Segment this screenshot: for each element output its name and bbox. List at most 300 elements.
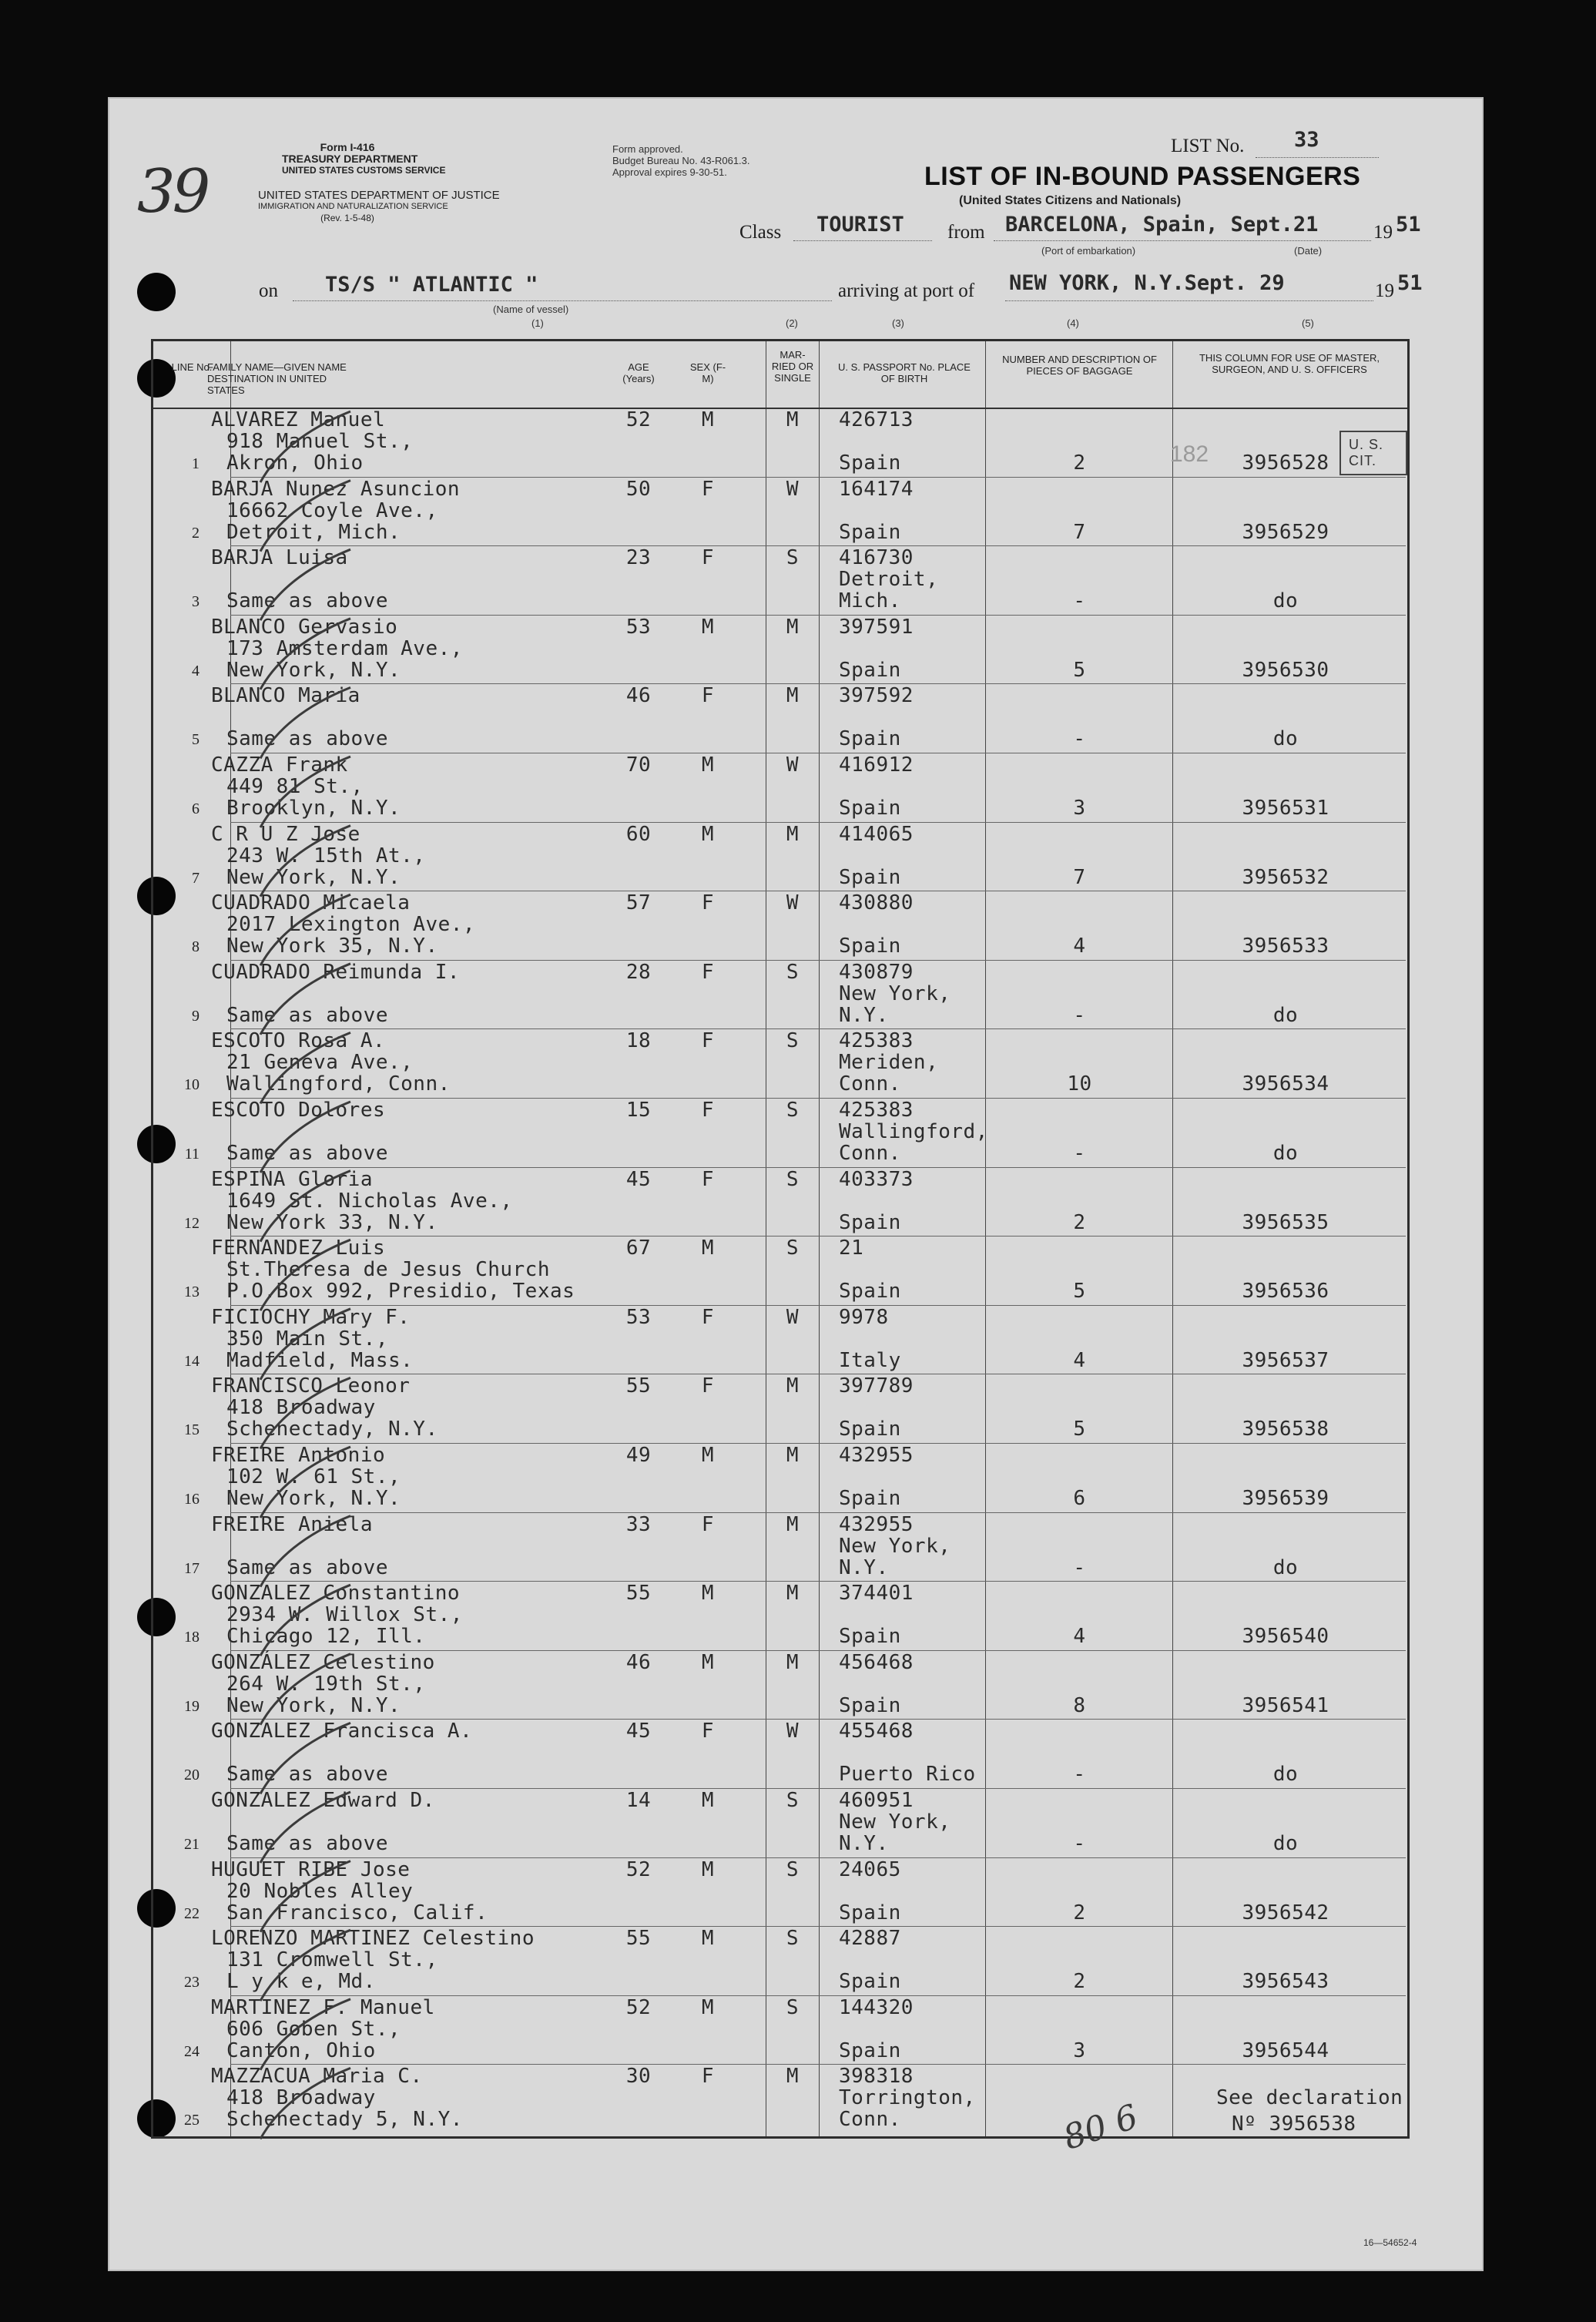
- passport-number: 425383: [839, 1099, 914, 1122]
- birthplace-line: New York,: [839, 1534, 951, 1558]
- line-number: 13: [184, 1283, 200, 1301]
- passenger-city: Same as above: [226, 1763, 388, 1787]
- check-mark: [260, 757, 350, 827]
- passenger-sex: F: [701, 1305, 715, 1329]
- passenger-sex: M: [701, 1236, 715, 1260]
- passenger-sex: F: [701, 1167, 715, 1191]
- officer-number: 3956530: [1242, 658, 1329, 682]
- passenger-name: CUADRADO Micaela: [211, 891, 411, 915]
- year-2-value: 51: [1397, 271, 1423, 295]
- passenger-marital-status: M: [786, 1444, 800, 1467]
- baggage-count: 10: [1067, 1072, 1092, 1096]
- passenger-marital-status: S: [786, 546, 800, 570]
- line-number: 9: [192, 1007, 200, 1025]
- baggage-count: -: [1073, 1003, 1086, 1027]
- passenger-marital-status: M: [786, 1512, 800, 1536]
- passenger-age: 33: [625, 1512, 652, 1536]
- birthplace-line: Wallingford,: [839, 1120, 988, 1143]
- passport-number: 144320: [839, 1995, 914, 2019]
- birthplace: Conn.: [839, 2108, 901, 2132]
- passenger-name: ESPINA Gloria: [211, 1167, 373, 1191]
- line-number: 5: [192, 731, 200, 749]
- passenger-age: 53: [625, 1305, 652, 1329]
- officer-number: 3956536: [1242, 1280, 1329, 1304]
- check-mark: [260, 1516, 350, 1587]
- officer-number: 3956542: [1242, 1901, 1329, 1924]
- document-title: LIST OF IN-BOUND PASSENGERS: [924, 162, 1361, 191]
- passenger-marital-status: M: [786, 1374, 800, 1398]
- passenger-city: Schenectady 5, N.Y.: [226, 2108, 463, 2132]
- birthplace: Spain: [839, 727, 901, 751]
- passenger-marital-status: S: [786, 1995, 800, 2019]
- passenger-address: 606 Goben St.,: [226, 2017, 401, 2041]
- passenger-sex: F: [701, 684, 715, 708]
- line-number: 19: [184, 1697, 200, 1715]
- class-label: Class: [739, 222, 782, 243]
- officer-number: 3956541: [1242, 1693, 1329, 1717]
- passport-number: 374401: [839, 1582, 914, 1606]
- birthplace-line: New York,: [839, 1810, 951, 1834]
- passenger-city: Schenectady, N.Y.: [226, 1418, 438, 1441]
- line-number: 22: [184, 1904, 200, 1922]
- line-number: 24: [184, 2042, 200, 2060]
- birthplace-line: New York,: [839, 981, 951, 1005]
- passenger-sex: M: [701, 408, 715, 431]
- passenger-age: 50: [625, 477, 652, 501]
- passenger-address: 2934 W. Willox St.,: [226, 1603, 463, 1627]
- passenger-age: 67: [625, 1236, 652, 1260]
- birthplace-line: Meriden,: [839, 1051, 939, 1075]
- passenger-name: FERNANDEZ Luis: [211, 1236, 386, 1260]
- class-value: TOURIST: [816, 213, 904, 237]
- col-number-4: (4): [1067, 317, 1079, 329]
- passport-number: 460951: [839, 1789, 914, 1812]
- passenger-age: 45: [625, 1167, 652, 1191]
- passport-number: 164174: [839, 477, 914, 501]
- passenger-name: ESCOTO Rosa A.: [211, 1029, 386, 1053]
- year-1-value: 51: [1396, 213, 1421, 237]
- passenger-city: Same as above: [226, 1555, 388, 1579]
- line-number: 16: [184, 1491, 200, 1508]
- birthplace: Spain: [839, 1970, 901, 1994]
- officer-number: 3956540: [1242, 1625, 1329, 1649]
- passport-number: 455468: [839, 1720, 914, 1743]
- passenger-age: 45: [625, 1720, 652, 1743]
- passenger-city: Same as above: [226, 589, 388, 613]
- passenger-marital-status: S: [786, 960, 800, 984]
- birthplace-line: Detroit,: [839, 568, 939, 592]
- form-line: Form I-416: [320, 141, 375, 153]
- baggage-count: 3: [1073, 2038, 1086, 2062]
- passenger-address: 16662 Coyle Ave.,: [226, 498, 438, 522]
- passenger-name: HUGUET RIBE Jose: [211, 1857, 411, 1881]
- passenger-sex: M: [701, 615, 715, 639]
- baggage-count: 7: [1073, 520, 1086, 544]
- passenger-sex: F: [701, 891, 715, 915]
- line-number: 7: [192, 869, 200, 887]
- passenger-marital-status: W: [786, 1305, 800, 1329]
- passenger-city: New York, N.Y.: [226, 1693, 401, 1717]
- baggage-count: 8: [1073, 1693, 1086, 1717]
- passenger-name: GONZÁLEZ Celestino: [211, 1650, 435, 1674]
- passenger-marital-status: W: [786, 477, 800, 501]
- stamp-number: 182: [1170, 441, 1209, 467]
- passenger-sex: F: [701, 546, 715, 570]
- on-label: on: [259, 280, 278, 301]
- baggage-count: 4: [1073, 1625, 1086, 1649]
- passenger-age: 57: [625, 891, 652, 915]
- passenger-sex: F: [701, 2065, 715, 2089]
- col-header-sex: SEX (F-M): [689, 361, 726, 384]
- passenger-marital-status: M: [786, 408, 800, 431]
- passenger-age: 30: [625, 2065, 652, 2089]
- line-number: 6: [192, 800, 200, 817]
- passenger-marital-status: S: [786, 1236, 800, 1260]
- passenger-city: Akron, Ohio: [226, 451, 364, 475]
- passenger-city: Detroit, Mich.: [226, 520, 401, 544]
- passenger-address: 243 W. 15th At.,: [226, 844, 426, 867]
- passenger-sex: M: [701, 753, 715, 777]
- passenger-name: BLANCO Gervasio: [211, 615, 398, 639]
- passenger-marital-status: M: [786, 1582, 800, 1606]
- officer-number: 3956533: [1242, 935, 1329, 958]
- passport-number: 397789: [839, 1374, 914, 1398]
- check-mark: [260, 2068, 350, 2139]
- dept-line: IMMIGRATION AND NATURALIZATION SERVICE: [258, 202, 448, 211]
- check-mark: [260, 1377, 350, 1448]
- birthplace: N.Y.: [839, 1555, 889, 1579]
- baggage-count: 5: [1073, 1280, 1086, 1304]
- birthplace: N.Y.: [839, 1832, 889, 1855]
- line-number: 8: [192, 938, 200, 956]
- passenger-name: MAZZACUA Maria C.: [211, 2065, 423, 2089]
- check-mark: [260, 964, 350, 1035]
- baggage-count: 2: [1073, 451, 1086, 475]
- birthplace-line: Torrington,: [839, 2086, 976, 2110]
- passenger-age: 52: [625, 1857, 652, 1881]
- check-mark: [260, 826, 350, 897]
- passenger-marital-status: M: [786, 1650, 800, 1674]
- baggage-count: 7: [1073, 865, 1086, 889]
- line-number: 23: [184, 1974, 200, 1991]
- passenger-city: New York, N.Y.: [226, 865, 401, 889]
- passenger-age: 55: [625, 1374, 652, 1398]
- passenger-city: San Francisco, Calif.: [226, 1901, 488, 1924]
- list-no-value: 33: [1294, 128, 1319, 152]
- passenger-marital-status: S: [786, 1927, 800, 1951]
- year-prefix-2: 19: [1375, 280, 1394, 301]
- passenger-sex: F: [701, 1720, 715, 1743]
- officer-number: 3956528: [1242, 451, 1329, 475]
- birthplace: Spain: [839, 658, 901, 682]
- passenger-sex: M: [701, 1927, 715, 1951]
- passenger-age: 18: [625, 1029, 652, 1053]
- check-mark: [260, 619, 350, 690]
- birthplace: Spain: [839, 451, 901, 475]
- line-number: 3: [192, 593, 200, 611]
- passenger-address: 350 Main St.,: [226, 1327, 388, 1351]
- passport-number: 432955: [839, 1512, 914, 1536]
- check-mark: [260, 1861, 350, 1932]
- passenger-age: 52: [625, 408, 652, 431]
- passenger-sex: F: [701, 960, 715, 984]
- passenger-address: 173 Amsterdam Ave.,: [226, 636, 463, 660]
- passenger-name: MARTINEZ F. Manuel: [211, 1995, 435, 2019]
- passport-number: 432955: [839, 1444, 914, 1467]
- passport-number: 42887: [839, 1927, 901, 1951]
- arriving-label: arriving at port of: [838, 280, 975, 301]
- from-value: BARCELONA, Spain, Sept.21: [1005, 213, 1319, 237]
- passenger-city: New York, N.Y.: [226, 1487, 401, 1510]
- passenger-city: Same as above: [226, 1003, 388, 1027]
- check-mark: [260, 1999, 350, 2070]
- baggage-count: -: [1073, 1142, 1086, 1165]
- passport-number: 456468: [839, 1650, 914, 1674]
- passenger-marital-status: W: [786, 891, 800, 915]
- passenger-marital-status: M: [786, 615, 800, 639]
- passenger-city: P.O.Box 992, Presidio, Texas: [226, 1280, 575, 1304]
- passenger-name: GONZALEZ Edward D.: [211, 1789, 435, 1812]
- passport-number: 425383: [839, 1029, 914, 1053]
- footer-code: 16—54652-4: [1363, 2237, 1417, 2248]
- passenger-marital-status: W: [786, 1720, 800, 1743]
- baggage-count: -: [1073, 1832, 1086, 1855]
- line-number: 25: [184, 2112, 200, 2129]
- passenger-address: 418 Broadway: [226, 1396, 376, 1420]
- passenger-city: New York 35, N.Y.: [226, 935, 438, 958]
- passenger-sex: M: [701, 1650, 715, 1674]
- passport-number: 430879: [839, 960, 914, 984]
- birthplace: Conn.: [839, 1072, 901, 1096]
- dept-line: (Rev. 1-5-48): [320, 213, 374, 223]
- check-mark: [260, 1032, 350, 1103]
- col-header-line-no: LINE No.: [171, 361, 213, 373]
- passport-number: 24065: [839, 1857, 901, 1881]
- col-header-baggage: NUMBER AND DESCRIPTION OF PIECES OF BAGGAGE: [1002, 354, 1157, 377]
- line-number: 18: [184, 1629, 200, 1646]
- col-number-2: (2): [786, 317, 798, 329]
- baggage-count: 5: [1073, 658, 1086, 682]
- officer-number: do: [1272, 589, 1299, 613]
- vessel-name: TS/S " ATLANTIC ": [325, 273, 538, 297]
- passenger-age: 55: [625, 1582, 652, 1606]
- passenger-sex: M: [701, 1857, 715, 1881]
- check-mark: [260, 1792, 350, 1863]
- birthplace: Spain: [839, 1693, 901, 1717]
- passenger-marital-status: M: [786, 822, 800, 846]
- passenger-name: C R U Z Jose: [211, 822, 360, 846]
- passenger-sex: M: [701, 1995, 715, 2019]
- handwritten-corner-number: 39: [137, 157, 208, 226]
- passenger-age: 46: [625, 684, 652, 708]
- officer-number: 3956535: [1242, 1210, 1329, 1234]
- passenger-age: 55: [625, 1927, 652, 1951]
- birthplace: Conn.: [839, 1142, 901, 1165]
- passenger-sex: M: [701, 1444, 715, 1467]
- birthplace: Italy: [839, 1348, 901, 1372]
- passenger-age: 28: [625, 960, 652, 984]
- col-header-officers: THIS COLUMN FOR USE OF MASTER, SURGEON, AND U. S. OFFICERS: [1199, 352, 1380, 375]
- baggage-count: 2: [1073, 1970, 1086, 1994]
- handwritten-signature: 80 6: [1058, 2097, 1143, 2158]
- passenger-city: Madfield, Mass.: [226, 1348, 414, 1372]
- line-number: 4: [192, 662, 200, 679]
- passport-number: 398318: [839, 2065, 914, 2089]
- line-number: 17: [184, 1559, 200, 1577]
- officer-number: 3956537: [1242, 1348, 1329, 1372]
- check-mark: [260, 1171, 350, 1242]
- birthplace: Spain: [839, 1280, 901, 1304]
- approval-line: Form approved.: [612, 143, 683, 155]
- check-mark: [260, 1309, 350, 1380]
- baggage-count: -: [1073, 1555, 1086, 1579]
- birthplace: Spain: [839, 520, 901, 544]
- passenger-name: GONZALEZ Francisca A.: [211, 1720, 473, 1743]
- birthplace: N.Y.: [839, 1003, 889, 1027]
- check-mark: [260, 687, 350, 758]
- document-subtitle: (United States Citizens and Nationals): [959, 194, 1182, 207]
- baggage-count: 4: [1073, 1348, 1086, 1372]
- officer-number: do: [1272, 1142, 1299, 1165]
- officer-number: 3956531: [1242, 797, 1329, 820]
- passenger-age: 60: [625, 822, 652, 846]
- birthplace: Spain: [839, 1418, 901, 1441]
- col-header-name: FAMILY NAME—GIVEN NAME DESTINATION IN UNITED STATES: [207, 361, 347, 396]
- col-number-5: (5): [1302, 317, 1314, 329]
- baggage-count: -: [1073, 589, 1086, 613]
- us-citizen-stamp: U. S. CIT.: [1340, 431, 1407, 475]
- birthplace: Spain: [839, 1210, 901, 1234]
- check-mark: [260, 1585, 350, 1656]
- form-line: UNITED STATES CUSTOMS SERVICE: [282, 165, 446, 176]
- line-number: 12: [184, 1214, 200, 1232]
- col-header-married: MAR-RIED OR SINGLE: [771, 349, 814, 384]
- passenger-age: 52: [625, 1995, 652, 2019]
- passenger-age: 53: [625, 615, 652, 639]
- check-mark: [260, 1930, 350, 2001]
- port-embarkation-note: (Port of embarkation): [1041, 245, 1136, 257]
- officer-number: 3956544: [1242, 2038, 1329, 2062]
- dept-line: UNITED STATES DEPARTMENT OF JUSTICE: [258, 189, 500, 202]
- birthplace: Puerto Rico: [839, 1763, 976, 1787]
- baggage-count: 4: [1073, 935, 1086, 958]
- passenger-name: ALVAREZ Manuel: [211, 408, 386, 431]
- passenger-name: LORENZO MARTINEZ Celestino: [211, 1927, 535, 1951]
- birthplace: Spain: [839, 1487, 901, 1510]
- passenger-marital-status: M: [786, 684, 800, 708]
- passenger-address: 2017 Lexington Ave.,: [226, 913, 476, 937]
- arriving-value: NEW YORK, N.Y.Sept. 29: [1009, 271, 1285, 295]
- line-number: 10: [184, 1076, 200, 1094]
- passenger-name: FREIRE Aniela: [211, 1512, 373, 1536]
- baggage-count: 5: [1073, 1418, 1086, 1441]
- passenger-address: St.Theresa de Jesus Church: [226, 1258, 550, 1282]
- baggage-count: -: [1073, 727, 1086, 751]
- passenger-marital-status: S: [786, 1857, 800, 1881]
- passenger-name: FRANCISCO Leonor: [211, 1374, 411, 1398]
- passport-number: 397591: [839, 615, 914, 639]
- passport-number: 430880: [839, 891, 914, 915]
- line-number: 14: [184, 1352, 200, 1370]
- line-number: 1: [192, 455, 200, 472]
- officer-number: 3956539: [1242, 1487, 1329, 1510]
- passenger-marital-status: S: [786, 1167, 800, 1191]
- vessel-note: (Name of vessel): [493, 304, 569, 315]
- line-number: 21: [184, 1836, 200, 1853]
- from-label: from: [947, 222, 985, 243]
- birthplace: Spain: [839, 865, 901, 889]
- col-header-passport: U. S. PASSPORT No. PLACE OF BIRTH: [838, 361, 971, 384]
- passenger-city: New York, N.Y.: [226, 658, 401, 682]
- passenger-name: CUADRADO Reimunda I.: [211, 960, 461, 984]
- passenger-name: BARJA Luisa: [211, 546, 348, 570]
- passenger-address: 264 W. 19th St.,: [226, 1672, 426, 1696]
- check-mark: [260, 1447, 350, 1518]
- passenger-address: 449 81 St.,: [226, 775, 364, 798]
- passenger-sex: F: [701, 1512, 715, 1536]
- passenger-name: FREIRE Antonio: [211, 1444, 386, 1467]
- passenger-city: New York 33, N.Y.: [226, 1210, 438, 1234]
- baggage-count: 2: [1073, 1901, 1086, 1924]
- passport-number: 414065: [839, 822, 914, 846]
- check-mark: [260, 1240, 350, 1310]
- passenger-name: BLANCO Maria: [211, 684, 360, 708]
- check-mark: [260, 481, 350, 552]
- passenger-marital-status: W: [786, 753, 800, 777]
- approval-line: Budget Bureau No. 43-R061.3.: [612, 155, 750, 166]
- passport-number: 397592: [839, 684, 914, 708]
- approval-line: Approval expires 9-30-51.: [612, 166, 727, 178]
- baggage-count: 2: [1073, 1210, 1086, 1234]
- col-header-age: AGE (Years): [622, 361, 655, 384]
- passenger-address: 21 Geneva Ave.,: [226, 1051, 414, 1075]
- passport-number: 426713: [839, 408, 914, 431]
- officer-number: 3956538: [1242, 1418, 1329, 1441]
- passenger-address: 102 W. 61 St.,: [226, 1465, 401, 1488]
- passenger-age: 49: [625, 1444, 652, 1467]
- declaration-text: See declaration: [1216, 2086, 1403, 2109]
- check-mark: [260, 549, 350, 620]
- birthplace: Spain: [839, 797, 901, 820]
- passenger-city: Brooklyn, N.Y.: [226, 797, 401, 820]
- passenger-sex: M: [701, 822, 715, 846]
- line-number: 11: [184, 1146, 200, 1163]
- passenger-age: 14: [625, 1789, 652, 1812]
- officer-number: 3956534: [1242, 1072, 1329, 1096]
- birthplace: Spain: [839, 935, 901, 958]
- form-line: TREASURY DEPARTMENT: [282, 153, 418, 165]
- passenger-sex: F: [701, 1374, 715, 1398]
- passenger-address: 418 Broadway: [226, 2086, 376, 2110]
- passenger-sex: M: [701, 1582, 715, 1606]
- check-mark: [260, 894, 350, 965]
- list-no-label: LIST No.: [1171, 136, 1245, 156]
- passenger-sex: M: [701, 1789, 715, 1812]
- passenger-marital-status: S: [786, 1099, 800, 1122]
- line-number: 15: [184, 1421, 200, 1439]
- passenger-address: 20 Nobles Alley: [226, 1879, 414, 1903]
- passenger-age: 70: [625, 753, 652, 777]
- officer-number: do: [1272, 1555, 1299, 1579]
- baggage-count: -: [1073, 1763, 1086, 1787]
- col-number-1: (1): [531, 317, 544, 329]
- passenger-city: Same as above: [226, 1142, 388, 1165]
- check-mark: [260, 1723, 350, 1794]
- line-number: 2: [192, 524, 200, 542]
- birthplace: Spain: [839, 2038, 901, 2062]
- passport-number: 9978: [839, 1305, 889, 1329]
- check-mark: [260, 1102, 350, 1173]
